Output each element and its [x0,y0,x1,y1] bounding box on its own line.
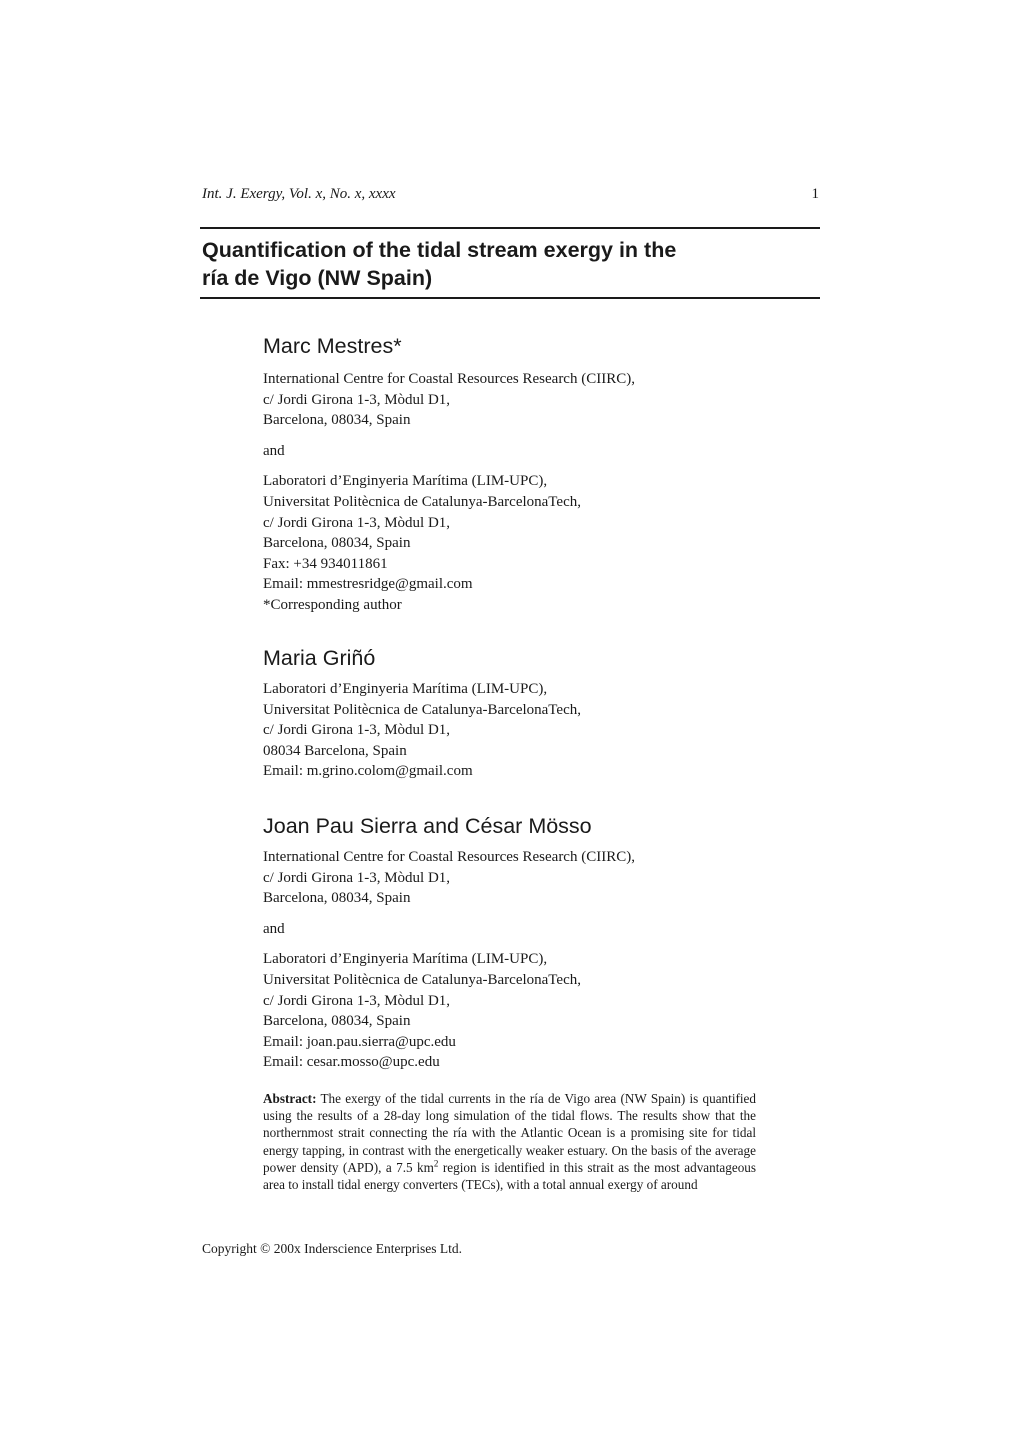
abstract [263,1090,756,1193]
affiliation-line: Barcelona, 08034, Spain [263,1013,411,1030]
title-top-rule [200,227,820,229]
fax-line: Fax: +34 934011861 [263,555,388,572]
affiliation-line: c/ Jordi Girona 1-3, Mòdul D1, [263,514,451,531]
email-line: Email: mmestresridge@gmail.com [263,576,473,593]
affiliation-line: c/ Jordi Girona 1-3, Mòdul D1, [263,869,451,886]
author-name: Marc Mestres* [263,334,402,358]
abstract-label: Abstract: [263,1091,317,1106]
affiliation-line: 08034 Barcelona, Spain [263,742,407,759]
title-line-1: Quantification of the tidal stream exergy in the [202,238,677,262]
abstract-text-continued: region is identified in this strait as the most advantageous area to install tidal energy converters (TECs), with a total annual exergy of around [263,1159,757,1193]
affiliation-line: Universitat Politècnica de Catalunya-BarcelonaTech, [263,971,581,988]
affiliation-line: Laboratori d’Enginyeria Marítima (LIM-UPC), [263,681,548,697]
affiliation-line: Barcelona, 08034, Spain [263,412,411,429]
affiliation-line: Barcelona, 08034, Spain [263,535,411,552]
affiliation-line: Laboratori d’Enginyeria Marítima (LIM-UPC), [263,951,548,968]
email-line: Email: cesar.mosso@upc.edu [263,1054,440,1071]
affiliation-line: c/ Jordi Girona 1-3, Mòdul D1, [263,722,451,739]
title-line-2: ría de Vigo (NW Spain) [202,266,433,290]
paper-title [202,236,802,292]
email-line: Email: joan.pau.sierra@upc.edu [263,1033,456,1050]
abstract-text: The exergy of the tidal currents in the ría de Vigo area (NW Spain) is quantified using the results of a 28-day long simulation of the tidal flows. The results show that the northernmost strait connecting the ría with the Atlantic Ocean is a promising site for tidal energy tapping, in contrast with the energetically weaker estuary. On the basis of the average power density (APD), a 7.5 km [263,1091,756,1175]
author-affiliation [263,369,783,616]
affiliation-line: c/ Jordi Girona 1-3, Mòdul D1, [263,391,451,408]
affiliation-line: Laboratori d’Enginyeria Marítima (LIM-UPC), [263,473,548,490]
author-block-2 [263,645,783,782]
author-name: Joan Pau Sierra and César Mösso [263,814,592,838]
title-bottom-rule [200,297,820,299]
affiliation-conjunction: and [263,920,285,937]
corresponding-author-note: *Corresponding author [263,596,402,613]
affiliation-conjunction: and [263,442,285,459]
email-line: Email: m.grino.colom@gmail.com [263,763,473,780]
affiliation-line: International Centre for Coastal Resources Research (CIIRC), [263,849,635,865]
running-head [202,186,819,206]
affiliation-line: Barcelona, 08034, Spain [263,890,411,907]
journal-citation: Int. J. Exergy, Vol. x, No. x, xxxx [202,186,396,202]
author-block-1 [263,333,783,616]
author-block-3 [263,813,783,1073]
abstract-superscript: 2 [433,1158,439,1169]
page-number: 1 [811,186,819,202]
author-affiliation [263,679,783,782]
affiliation-line: International Centre for Coastal Resources Research (CIIRC), [263,371,635,387]
affiliation-line: Universitat Politècnica de Catalunya-BarcelonaTech, [263,493,581,510]
affiliation-line: c/ Jordi Girona 1-3, Mòdul D1, [263,992,451,1009]
author-affiliation [263,847,783,1073]
author-name: Maria Griñó [263,646,376,670]
affiliation-line: Universitat Politècnica de Catalunya-BarcelonaTech, [263,701,581,718]
copyright-notice: Copyright © 200x Inderscience Enterprises Ltd. [202,1241,462,1256]
